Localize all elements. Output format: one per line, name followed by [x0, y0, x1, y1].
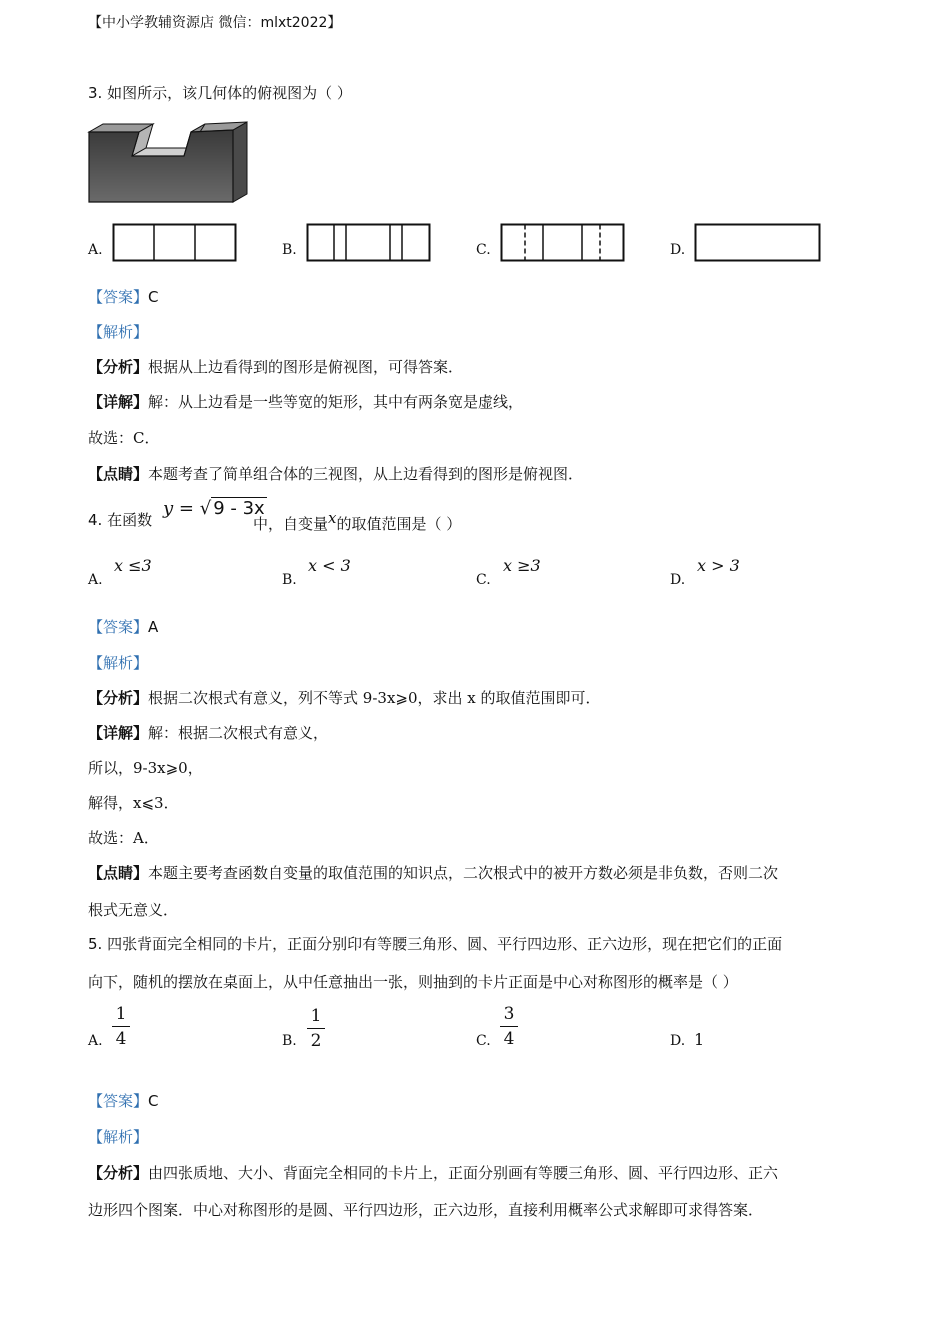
q3-analysis-tag: 【解析】: [88, 323, 149, 341]
q5-option-b-fraction: [307, 1006, 325, 1051]
q5-fenxi-text-1: 由四张质地、大小、背面完全相同的卡片上，正面分别画有等腰三角形、圆、平行四边形、正六: [148, 1164, 779, 1182]
q4-stem: [88, 509, 152, 530]
q4-dianjing-text-2: 根式无意义．: [88, 901, 179, 919]
q4-option-a-label: A.: [88, 572, 103, 588]
q3-option-b-label: B.: [282, 242, 297, 258]
q3-xiangjie-line: [88, 391, 523, 412]
sqrt-sign-icon: √: [199, 498, 212, 519]
q5-option-c-numerator: 3: [503, 1004, 515, 1024]
q4-option-c-label: C.: [476, 572, 491, 588]
q5-number: 5.: [88, 935, 103, 953]
q5-option-b-numerator: 1: [310, 1006, 322, 1026]
q3-option-a-label: A.: [88, 242, 103, 258]
q3-fenxi-tag: 【分析】: [88, 358, 149, 376]
q4-answer-value: A: [148, 618, 159, 636]
q5-analysis-tag: 【解析】: [88, 1128, 149, 1146]
q4-stem-post: 的取值范围是（ ）: [336, 515, 462, 533]
q3-option-d-figure: [694, 223, 822, 263]
q3-solid-figure: [86, 120, 252, 206]
q4-dianjing-tag: 【点睛】: [88, 864, 149, 882]
q3-answer-tag: 【答案】: [88, 288, 149, 306]
fraction-bar: [307, 1028, 325, 1029]
q4-number: 4.: [88, 511, 103, 529]
q4-option-b-label: B.: [282, 572, 297, 588]
q3-option-c-label: C.: [476, 242, 491, 258]
q4-xiangjie-line: [88, 722, 328, 743]
q5-option-a-numerator: 1: [115, 1004, 127, 1024]
q4-answer-line: [88, 616, 158, 637]
q3-option-c-figure: [500, 223, 626, 263]
q5-option-a-denominator: 4: [115, 1029, 127, 1049]
q5-option-d-value: 1: [694, 1030, 705, 1049]
q4-choose: 故选：A．: [88, 829, 159, 847]
q4-xiangjie-tag: 【详解】: [88, 724, 149, 742]
q5-answer-tag: 【答案】: [88, 1092, 149, 1110]
q3-choose: 故选：C．: [88, 429, 160, 447]
q5-option-a-label: A.: [88, 1033, 103, 1049]
q3-fenxi-text: 根据从上边看得到的图形是俯视图，可得答案．: [148, 358, 464, 376]
q5-option-c-denominator: 4: [503, 1029, 515, 1049]
q5-option-b-label: B.: [282, 1033, 297, 1049]
q4-func-y: y =: [163, 498, 194, 519]
q4-func-radicand: 9 - 3x: [213, 498, 265, 519]
q3-dianjing-text: 本题考查了简单组合体的三视图，从上边看得到的图形是俯视图．: [148, 465, 584, 483]
q3-option-d-label: D.: [670, 242, 686, 258]
q4-function: [163, 498, 267, 519]
q5-option-a-fraction: [112, 1004, 130, 1049]
q5-stem-1: 四张背面完全相同的卡片，正面分别印有等腰三角形、圆、平行四边形、正六边形，现在把它们的正面: [107, 935, 783, 953]
q5-answer-line: [88, 1090, 159, 1111]
q3-answer-value: C: [148, 288, 159, 306]
q3-option-b-figure: [306, 223, 432, 263]
fraction-bar: [112, 1026, 130, 1027]
q4-option-b-expr: x < 3: [308, 556, 351, 575]
q5-option-c-fraction: [500, 1004, 518, 1049]
q3-answer-line: [88, 286, 159, 307]
q3-stem: [88, 82, 352, 103]
q4-var-x: x: [328, 509, 337, 527]
q5-option-c-label: C.: [476, 1033, 491, 1049]
q4-dianjing-line: [88, 862, 778, 883]
q3-xiangjie-text: 解：从上边看是一些等宽的矩形，其中有两条宽是虚线，: [148, 393, 524, 411]
q4-option-d-label: D.: [670, 572, 686, 588]
q4-line-1: 所以，9-3x⩾0，: [88, 759, 203, 777]
q4-answer-tag: 【答案】: [88, 618, 149, 636]
q3-stem-text: 如图所示，该几何体的俯视图为（ ）: [107, 84, 352, 102]
q4-stem-rest: [253, 509, 461, 534]
q3-dianjing-line: [88, 463, 583, 484]
q4-analysis-tag: 【解析】: [88, 654, 149, 672]
fraction-bar: [500, 1026, 518, 1027]
q4-dianjing-text-1: 本题主要考查函数自变量的取值范围的知识点，二次根式中的被开方数必须是非负数，否则二次: [148, 864, 779, 882]
q4-stem-pre: 在函数: [107, 511, 153, 529]
q4-option-c-expr: x ≥3: [503, 556, 541, 575]
q4-option-a-expr: x ≤3: [114, 556, 152, 575]
q4-stem-mid: 中，自变量: [253, 515, 329, 533]
q5-answer-value: C: [148, 1092, 159, 1110]
q3-fenxi-line: [88, 356, 463, 377]
q5-option-d-label: D.: [670, 1033, 686, 1049]
q4-fenxi-tag: 【分析】: [88, 689, 149, 707]
q4-option-d-expr: x > 3: [697, 556, 740, 575]
q4-line-2: 解得，x⩽3．: [88, 794, 179, 812]
q5-stem-line-1: [88, 933, 782, 954]
q3-xiangjie-tag: 【详解】: [88, 393, 149, 411]
q5-fenxi-text-2: 边形四个图案．中心对称图形的是圆、平行四边形，正六边形，直接利用概率公式求解即可求得答案．: [88, 1201, 764, 1219]
q5-fenxi-line: [88, 1162, 778, 1183]
q5-fenxi-tag: 【分析】: [88, 1164, 149, 1182]
q5-stem-2: 向下，随机的摆放在桌面上，从中任意抽出一张，则抽到的卡片正面是中心对称图形的概率是（ ）: [88, 973, 738, 991]
q5-option-b-denominator: 2: [310, 1031, 322, 1051]
q4-fenxi-line: [88, 687, 601, 708]
page-header: 【中小学教辅资源店 微信：mlxt2022】: [88, 15, 342, 31]
q4-xiangjie-text: 解：根据二次根式有意义，: [148, 724, 329, 742]
q3-dianjing-tag: 【点睛】: [88, 465, 149, 483]
q3-number: 3.: [88, 84, 103, 102]
q4-fenxi-text: 根据二次根式有意义，列不等式 9-3x⩾0，求出 x 的取值范围即可．: [148, 689, 601, 707]
q3-option-a-figure: [112, 223, 238, 263]
